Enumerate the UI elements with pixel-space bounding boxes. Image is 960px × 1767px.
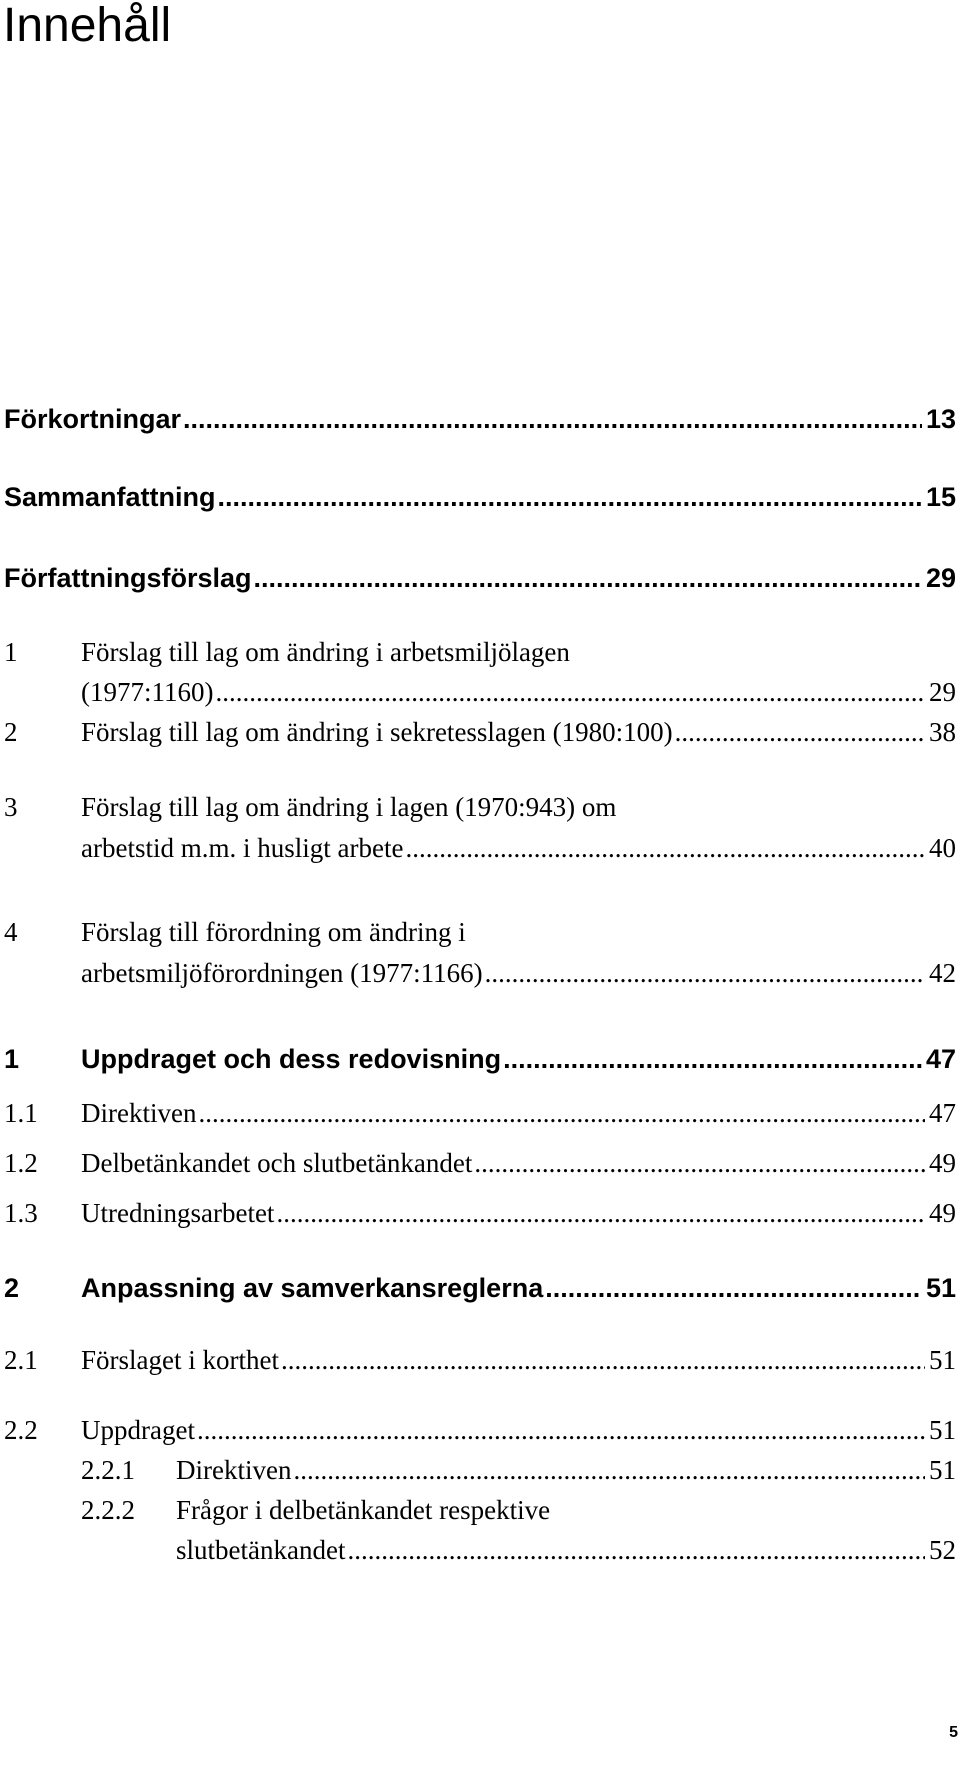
toc-entry-number: 2	[4, 1273, 20, 1303]
dot-leader	[503, 1044, 922, 1075]
toc-page-number: 49	[929, 1148, 956, 1178]
toc-entry-text-cont: arbetstid m.m. i husligt arbete	[81, 833, 404, 863]
toc-entry-text: Direktiven	[81, 1098, 197, 1128]
page-number: 5	[949, 1724, 958, 1741]
toc-entry-text: Direktiven	[176, 1455, 292, 1485]
dot-leader	[545, 1273, 922, 1304]
dot-leader	[675, 717, 925, 748]
toc-page-number: 47	[925, 1044, 956, 1074]
toc-entry-number: 1.2	[4, 1148, 38, 1178]
toc-entry-text: Anpassning av samverkansreglerna	[81, 1273, 544, 1303]
toc-entry-text-cont: (1977:1160)	[81, 677, 214, 707]
toc-entry-text: Sammanfattning	[4, 482, 216, 512]
dot-leader	[474, 1148, 925, 1179]
toc-entry-number: 1	[4, 637, 18, 667]
dot-leader	[183, 404, 922, 435]
toc-page-number: 15	[925, 482, 956, 512]
page-title: Innehåll	[3, 0, 172, 52]
dot-leader	[218, 482, 922, 513]
toc-entry-number: 2	[4, 717, 18, 747]
toc-entry-text: Uppdraget	[81, 1415, 195, 1445]
toc-page-number: 51	[929, 1455, 956, 1485]
toc-entry-number: 2.2.1	[81, 1455, 135, 1485]
dot-leader	[405, 833, 925, 864]
dot-leader	[293, 1455, 925, 1486]
toc-entry-text: Förslaget i korthet	[81, 1345, 279, 1375]
toc-entry-text: Förslag till lag om ändring i arbetsmiljölagen	[81, 637, 570, 667]
toc-page-number: 29	[929, 677, 956, 707]
toc-page-number: 49	[929, 1198, 956, 1228]
toc-entry-number: 2.1	[4, 1345, 38, 1375]
toc-entry-number: 1	[4, 1044, 20, 1074]
dot-leader	[215, 677, 925, 708]
toc-entry-text: Förkortningar	[4, 404, 182, 434]
toc-entry-number: 2.2	[4, 1415, 38, 1445]
toc-page-number: 51	[929, 1345, 956, 1375]
toc-page-number: 38	[929, 717, 956, 747]
toc-entry-text: Författningsförslag	[4, 563, 252, 593]
dot-leader	[198, 1098, 925, 1129]
toc-entry-number: 1.1	[4, 1098, 38, 1128]
dot-leader	[254, 563, 922, 594]
toc-page-number: 51	[929, 1415, 956, 1445]
toc-page-number: 51	[925, 1273, 956, 1303]
toc-entry-number: 3	[4, 792, 18, 822]
toc-page-number: 13	[925, 404, 956, 434]
dot-leader	[485, 958, 925, 989]
toc-entry-number: 2.2.2	[81, 1495, 135, 1525]
toc-entry-text-cont: slutbetänkandet	[176, 1535, 346, 1565]
toc-entry-text: Förslag till lag om ändring i lagen (1970:943) om	[81, 792, 617, 822]
toc-page-number: 29	[925, 563, 956, 593]
toc-entry-text: Utredningsarbetet	[81, 1198, 275, 1228]
dot-leader	[276, 1198, 925, 1229]
toc-entry-text: Delbetänkandet och slutbetänkandet	[81, 1148, 473, 1178]
toc-entry-text: Frågor i delbetänkandet respektive	[176, 1495, 551, 1525]
dot-leader	[281, 1345, 925, 1376]
toc-page-number: 40	[929, 833, 956, 863]
toc-entry-number: 1.3	[4, 1198, 38, 1228]
toc-page-number: 52	[929, 1535, 956, 1565]
dot-leader	[197, 1415, 925, 1446]
toc-entry-text: Förslag till lag om ändring i sekretesslagen (1980:100)	[81, 717, 673, 747]
toc-page-number: 42	[929, 958, 956, 988]
toc-entry-number: 4	[4, 917, 18, 947]
toc-entry-text-cont: arbetsmiljöförordningen (1977:1166)	[81, 958, 483, 988]
dot-leader	[347, 1535, 925, 1566]
toc-entry-text: Förslag till förordning om ändring i	[81, 917, 466, 947]
toc-page-number: 47	[929, 1098, 956, 1128]
toc-entry-text: Uppdraget och dess redovisning	[81, 1044, 502, 1074]
